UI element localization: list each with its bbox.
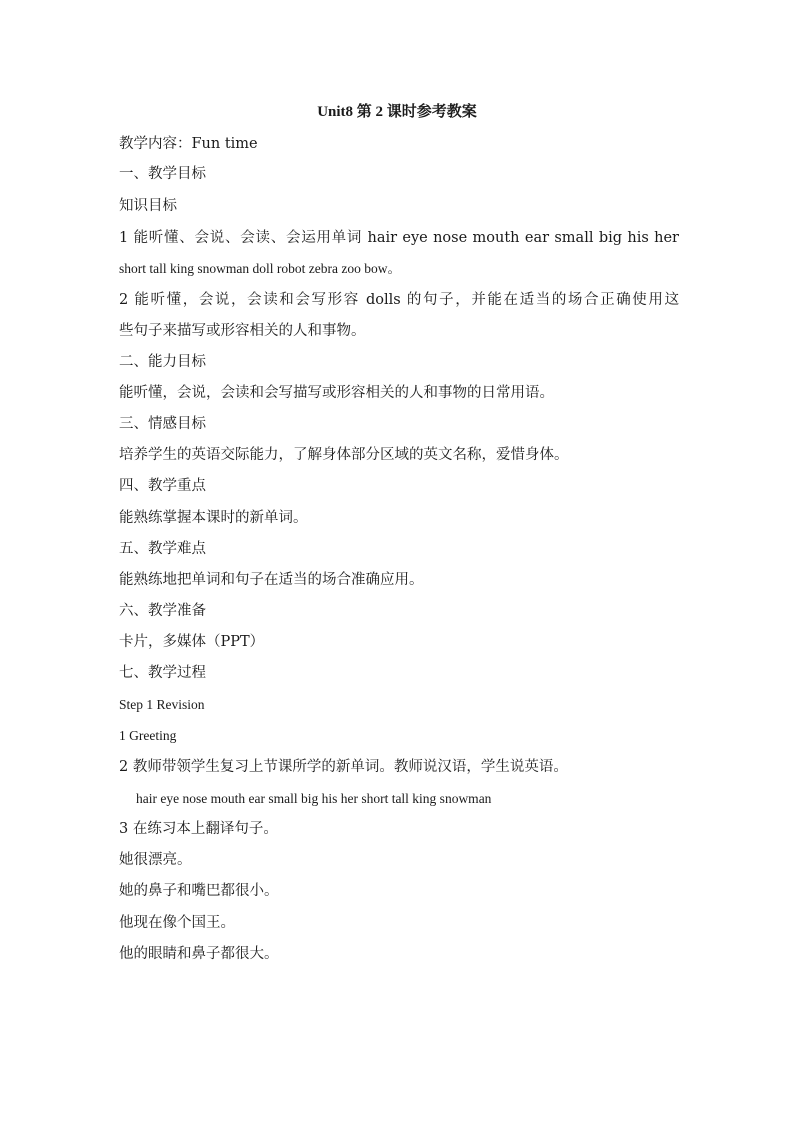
ability-objective-text: 能听懂，会说，会读和会写描写或形容相关的人和事物的日常用语。 xyxy=(119,385,554,401)
objective-2-line-2: 些句子来描写或形容相关的人和事物。 xyxy=(119,323,366,339)
section-heading-preparation: 六、教学准备 xyxy=(119,603,206,619)
section-heading-process: 七、教学过程 xyxy=(119,665,206,681)
key-points-text: 能熟练掌握本课时的新单词。 xyxy=(119,510,308,526)
document-title: Unit8 第 2 课时参考教案 xyxy=(317,104,477,120)
translation-sentence-3: 他现在像个国王。 xyxy=(119,915,235,931)
section-heading-ability: 二、能力目标 xyxy=(119,354,206,370)
section-heading-objectives: 一、教学目标 xyxy=(119,166,206,182)
preparation-text: 卡片，多媒体（PPT） xyxy=(119,634,265,650)
translation-sentence-2: 她的鼻子和嘴巴都很小。 xyxy=(119,883,279,899)
review-word-list: hair eye nose mouth ear small big his her short tall king snowman xyxy=(136,791,492,806)
translation-sentence-1: 她很漂亮。 xyxy=(119,852,192,868)
emotion-objective-text: 培养学生的英语交际能力，了解身体部分区域的英文名称，爱惜身体。 xyxy=(119,447,569,463)
section-heading-key-points: 四、教学重点 xyxy=(119,478,206,494)
step-1-review-instruction: 2 教师带领学生复习上节课所学的新单词。教师说汉语，学生说英语。 xyxy=(119,759,568,775)
objective-2-line-1: 2 能听懂，会说，会读和会写形容 dolls 的句子，并能在适当的场合正确使用这 xyxy=(119,292,679,308)
difficulties-text: 能熟练地把单词和句子在适当的场合准确应用。 xyxy=(119,572,424,588)
objective-1-line-1: 1 能听懂、会说、会读、会运用单词 hair eye nose mouth ear small big his her xyxy=(119,230,679,246)
teaching-content-line: 教学内容：Fun time xyxy=(119,136,258,152)
translation-sentence-4: 他的眼睛和鼻子都很大。 xyxy=(119,946,279,962)
subheading-knowledge-objectives: 知识目标 xyxy=(119,198,177,214)
section-heading-emotion: 三、情感目标 xyxy=(119,416,206,432)
step-1-heading: Step 1 Revision xyxy=(119,697,205,712)
objective-1-line-2: short tall king snowman doll robot zebra zoo bow。 xyxy=(119,261,401,276)
section-heading-difficulties: 五、教学难点 xyxy=(119,541,206,557)
step-1-greeting: 1 Greeting xyxy=(119,728,177,743)
translation-instruction: 3 在练习本上翻译句子。 xyxy=(119,821,278,837)
